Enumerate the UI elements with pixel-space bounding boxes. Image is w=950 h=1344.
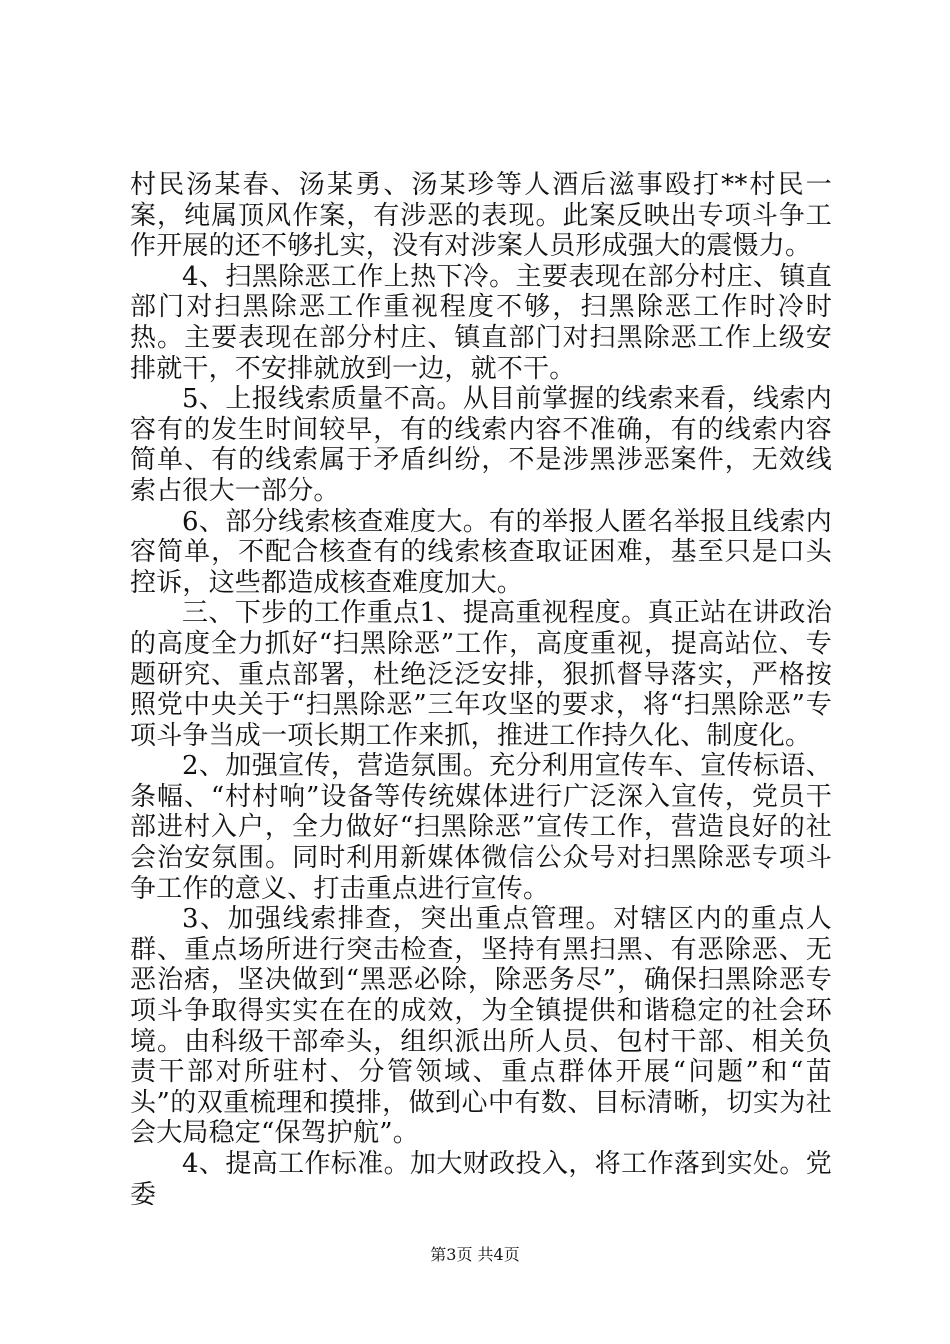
paragraph-item-6: 6、部分线索核查难度大。有的举报人匿名举报且线索内容简单，不配合核查有的线索核查取证困难，基至只是口头控诉，这些都造成核查难度加大。 (130, 506, 832, 598)
page-footer (0, 1245, 950, 1265)
paragraph-step-2: 2、加强宣传，营造氛围。充分利用宣传车、宣传标语、条幅、“村村响”设备等传统媒体进行广泛深入宣传，党员干部进村入户，全力做好“扫黑除恶”宣传工作，营造良好的社会治安氛围。同时利用新媒体微信公众号对扫黑除恶专项斗争工作的意义、打击重点进行宣传。 (130, 751, 832, 904)
paragraph-item-5: 5、上报线索质量不高。从目前掌握的线索来看，线索内容有的发生时间较早，有的线索内容不准确，有的线索内容简单、有的线索属于矛盾纠纷，不是涉黑涉恶案件，无效线索占很大一部分。 (130, 384, 832, 506)
paragraph-section-3: 三、下步的工作重点1、提高重视程度。真正站在讲政治的高度全力抓好“扫黑除恶”工作，高度重视，提高站位、专题研究、重点部署，杜绝泛泛安排，狠抓督导落实，严格按照党中央关于“扫黑除恶”三年攻坚的要求，将“扫黑除恶”专项斗争当成一项长期工作来抓，推进工作持久化、制度化。 (130, 598, 832, 751)
paragraph-continued: 村民汤某春、汤某勇、汤某珍等人酒后滋事殴打**村民一案，纯属顶风作案，有涉恶的表现。此案反映出专项斗争工作开展的还不够扎实，没有对涉案人员形成强大的震慑力。 (130, 170, 832, 262)
paragraph-step-4: 4、提高工作标准。加大财政投入，将工作落到实处。党委 (130, 1149, 832, 1210)
paragraph-item-4: 4、扫黑除恶工作上热下冷。主要表现在部分村庄、镇直部门对扫黑除恶工作重视程度不够，扫黑除恶工作时冷时热。主要表现在部分村庄、镇直部门对扫黑除恶工作上级安排就干，不安排就放到一边，就不干。 (130, 261, 832, 384)
document-body (130, 170, 832, 1210)
paragraph-step-3: 3、加强线索排查，突出重点管理。对辖区内的重点人群、重点场所进行突击检查，坚持有黑扫黑、有恶除恶、无恶治痞，坚决做到“黑恶必除，除恶务尽”，确保扫黑除恶专项斗争取得实实在在的成效，为全镇提供和谐稳定的社会环境。由科级干部牵头，组织派出所人员、包村干部、相关负责干部对所驻村、分管领域、重点群体开展“问题”和“苗头”的双重梳理和摸排，做到心中有数、目标清晰，切实为社会大局稳定“保驾护航”。 (130, 904, 832, 1149)
page-number: 第3页 共4页 (430, 1245, 520, 1264)
